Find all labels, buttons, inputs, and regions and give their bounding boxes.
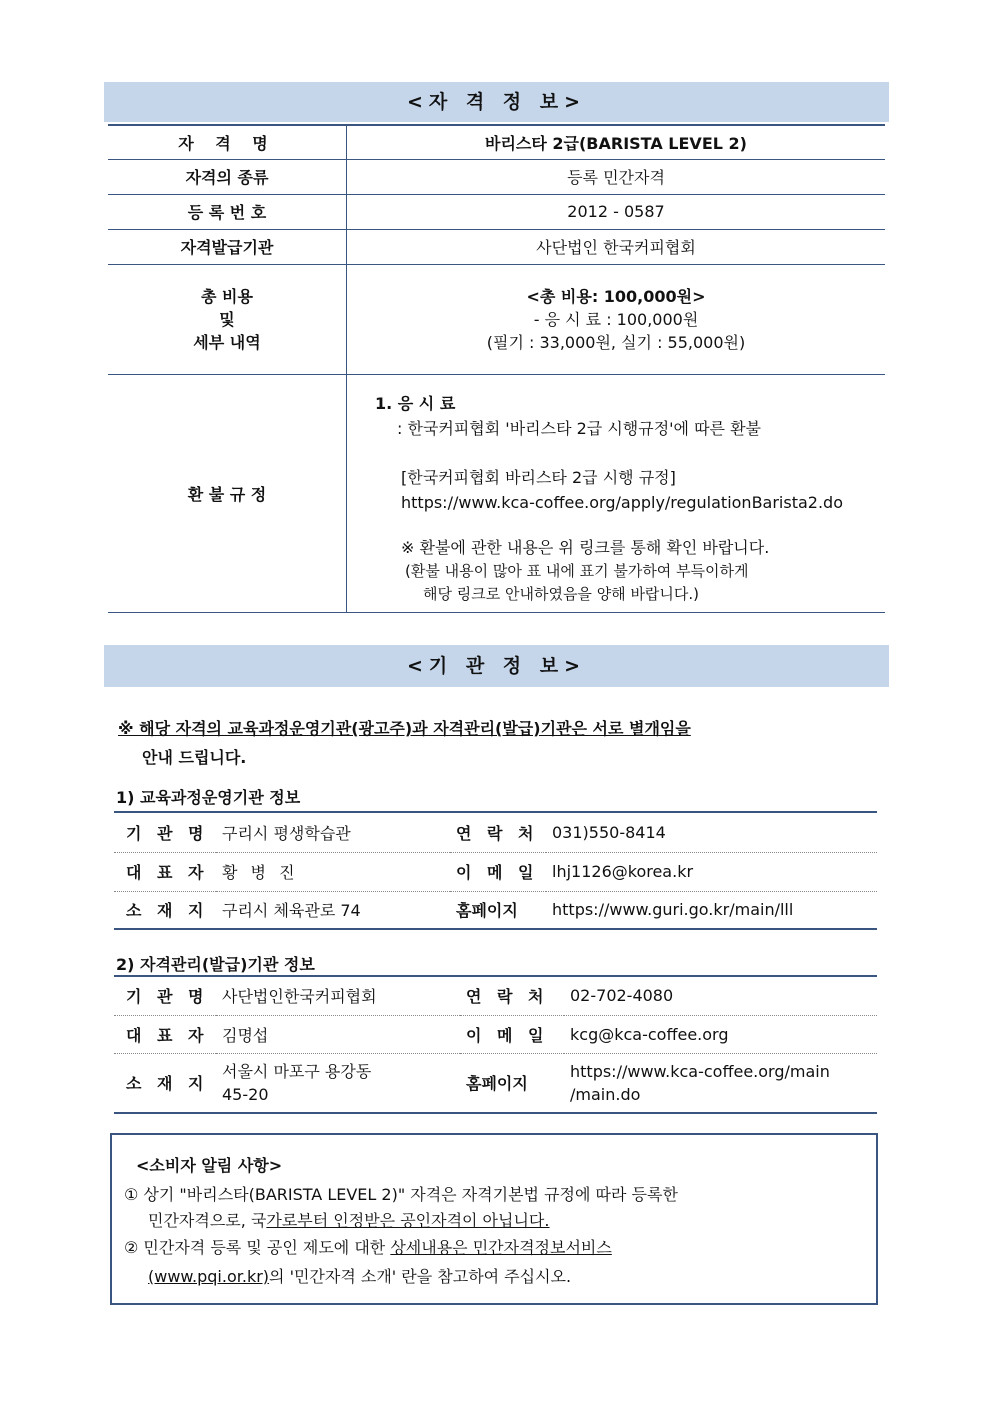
table-row [114,852,877,891]
field-value: 구리시 체육관로 74 [222,901,361,921]
exam-fee: - 응 시 료 : 100,000원 [533,309,699,329]
edu-org-table [114,811,877,930]
field-value [216,1053,460,1113]
separate-org-notice [118,716,691,739]
refund-heading: 1. 응 시 료 [375,393,456,413]
consumer-notice-line [148,1264,571,1287]
table-row [108,374,885,612]
table-row [114,812,877,852]
notice-text: 민간자격으로, 국 [148,1211,267,1230]
refund-note: ※ 환불에 관한 내용은 위 링크를 통해 확인 바랍니다. [401,537,770,557]
pqi-link[interactable]: (www.pqi.or.kr) [148,1267,270,1286]
field-value: 사단법인한국커피협회 [216,976,460,1015]
cost-label [108,264,347,374]
field-label: 대 표 자 [114,852,216,891]
email-value[interactable]: kcg@kca-coffee.org [564,1015,877,1053]
cost-label-line: 총 비용 [201,286,253,306]
table-row [114,1015,877,1053]
refund-note: (환불 내용이 많아 표 내에 표기 불가하여 부득이하게 [405,561,749,580]
homepage-link[interactable] [564,1053,877,1113]
consumer-notice-line [148,1208,549,1231]
field-label: 이 메 일 [460,1015,564,1053]
table-row [108,125,885,159]
exam-fee-breakdown: (필기 : 33,000원, 실기 : 55,000원) [486,332,746,352]
table-row [108,264,885,374]
cost-label-line: 및 [219,309,235,329]
consumer-notice-line [124,1235,612,1258]
cost-label-line: 세부 내역 [193,332,261,352]
email-value[interactable]: lhj1126@korea.kr [546,852,877,891]
consumer-notice-line: ① 상기 "바리스타(BARISTA LEVEL 2)" 자격은 자격기본법 규정에 따라 등록한 [124,1185,678,1204]
field-label: 이 메 일 [450,852,546,891]
refund-rule: : 한국커피협회 '바리스타 2급 시행규정'에 따른 환불 [397,418,762,438]
qual-type-value: 등록 민간자격 [347,159,886,194]
table-row [108,194,885,229]
issuer-org-table [114,975,877,1114]
field-value: 031)550-8414 [546,812,877,852]
table-row [114,976,877,1015]
qual-name-value: 바리스타 2급(BARISTA LEVEL 2) [347,125,886,159]
notice-text-underlined: 가로부터 인정받은 공인자격이 아닙니다. [266,1211,550,1230]
qualification-table [108,124,885,613]
refund-detail [347,374,886,612]
qual-section-title: <자 격 정 보> [104,82,889,122]
refund-link[interactable]: https://www.kca-coffee.org/apply/regulationBarista2.do [401,492,843,512]
field-label: 홈페이지 [466,1074,528,1094]
table-row [108,159,885,194]
notice-text: ② 민간자격 등록 및 공인 제도에 대한 [124,1238,391,1257]
reg-number-value: 2012 - 0587 [347,194,886,229]
field-value: 황 병 진 [216,852,450,891]
refund-note: 해당 링크로 안내하였음을 양해 바랍니다.) [423,584,700,603]
table-row [108,229,885,264]
issuer-value: 사단법인 한국커피협회 [347,229,886,264]
table-row [114,891,877,929]
notice-text-underlined: 상세내용은 민간자격정보서비스 [390,1238,612,1257]
url-line: /main.do [570,1084,641,1104]
refund-reg-title: [한국커피협회 바리스타 2급 시행 규정] [401,467,676,487]
field-label: 소 재 지 [126,901,209,921]
refund-label: 환 불 규 정 [108,374,347,612]
consumer-notice-title: <소비자 알림 사항> [136,1156,283,1175]
reg-number-label: 등 록 번 호 [108,194,347,229]
cost-total: <총 비용: 100,000원> [526,286,706,306]
address-line: 45-20 [222,1084,269,1104]
url-line: https://www.kca-coffee.org/main [570,1061,830,1081]
notice-text: ※ 해당 자격의 교육과정운영기관(광고주)과 자격관리(발급)기관은 서로 별개임을 [118,719,691,738]
field-value: 구리시 평생학습관 [216,812,450,852]
field-label: 홈페이지 [456,901,518,921]
issuer-label: 자격발급기관 [108,229,347,264]
field-label: 기 관 명 [114,976,216,1015]
field-label: 기 관 명 [114,812,216,852]
qual-name-label: 자 격 명 [108,125,347,159]
field-label: 연 락 처 [450,812,546,852]
address-line: 서울시 마포구 용강동 [222,1061,372,1081]
field-label: 연 락 처 [460,976,564,1015]
consumer-notice-box [110,1133,878,1305]
field-value: 김명섭 [216,1015,460,1053]
issuer-org-title: 2) 자격관리(발급)기관 정보 [116,955,315,974]
edu-org-title: 1) 교육과정운영기관 정보 [116,788,301,807]
homepage-link[interactable]: https://www.guri.go.kr/main/lll [552,900,794,920]
field-value: 02-702-4080 [564,976,877,1015]
org-section-title: <기 관 정 보> [104,645,889,687]
field-label: 소 재 지 [126,1074,209,1094]
qual-type-label: 자격의 종류 [108,159,347,194]
separate-org-notice: 안내 드립니다. [142,748,247,767]
notice-text: 의 '민간자격 소개' 란을 참고하여 주십시오. [269,1267,572,1286]
table-row [114,1053,877,1113]
field-label: 대 표 자 [114,1015,216,1053]
cost-detail [347,264,886,374]
